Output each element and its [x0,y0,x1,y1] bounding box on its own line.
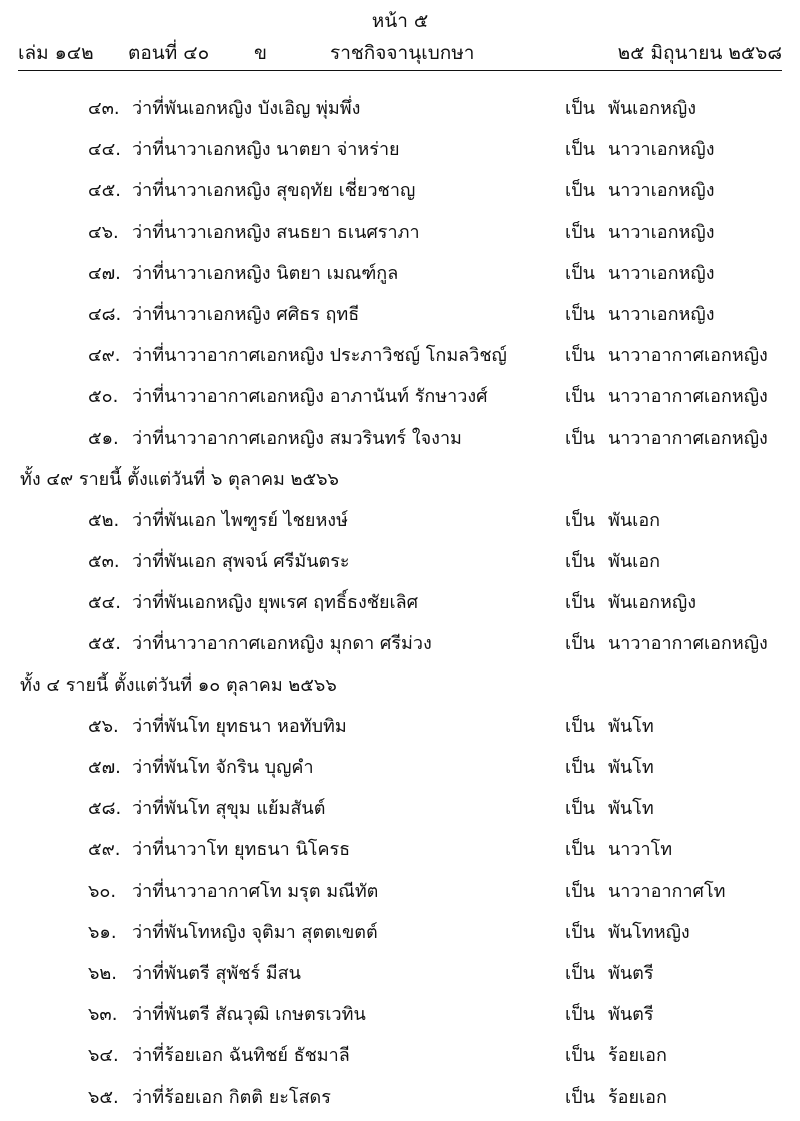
item-name: ว่าที่พันโท สุขุม แย้มสันต์ [132,798,326,820]
list-item [0,294,800,335]
volume-label: เล่ม ๑๔๒ [18,42,94,64]
item-name: ว่าที่พันเอก ไพฑูรย์ ไชยหงษ์ [132,509,348,531]
item-connector: เป็น [565,139,595,161]
page-number: หน้า ๕ [371,10,429,32]
item-connector: เป็น [565,962,595,984]
list-item [0,706,800,747]
item-number: ๖๓. [88,1004,118,1026]
item-name: ว่าที่ร้อยเอก กิตติ ยะโสดร [132,1086,331,1108]
item-number: ๕๔. [88,592,121,614]
item-number: ๕๕. [88,633,121,655]
item-number: ๔๔. [88,139,121,161]
item-name: ว่าที่พันตรี สัณวุฒิ เกษตรเวทิน [132,1004,366,1026]
item-rank: นาวาอากาศเอกหญิง [608,427,768,449]
list-item [0,129,800,170]
item-name: ว่าที่นาวาเอกหญิง สุขฤทัย เชี่ยวชาญ [132,180,416,202]
list-item [0,871,800,912]
item-name: ว่าที่พันโท จักริน บุญคำ [132,757,314,778]
item-number: ๔๕. [88,180,121,202]
item-connector: เป็น [565,798,595,820]
item-number: ๖๔. [88,1045,119,1067]
item-name: ว่าที่นาวาโท ยุทธนา นิโครธ [132,839,351,861]
list-item [0,500,800,541]
item-rank: นาวาอากาศเอกหญิง [608,345,768,367]
list-item [0,541,800,582]
list-item [0,335,800,376]
item-connector: เป็น [565,427,595,449]
item-name: ว่าที่พันเอกหญิง ยุพเรศ ฤทธิ์ธงชัยเลิศ [132,592,419,614]
item-number: ๖๑. [88,921,117,943]
item-rank: พันตรี [608,962,654,984]
list-item [0,376,800,417]
item-connector: เป็น [565,221,595,243]
item-number: ๕๘. [88,798,122,820]
item-connector: เป็น [565,880,595,902]
item-connector: เป็น [565,1004,595,1026]
item-number: ๔๘. [88,303,122,325]
item-rank: พันตรี [608,1004,654,1026]
item-rank: พันเอกหญิง [608,98,697,119]
list-item [0,582,800,623]
item-number: ๔๖. [88,221,119,243]
group-summary-text: ทั้ง ๔๙ รายนี้ ตั้งแต่วันที่ ๖ ตุลาคม ๒๕๖๖ [20,468,339,490]
item-connector: เป็น [565,921,595,943]
item-connector: เป็น [565,715,595,737]
item-rank: นาวาอากาศเอกหญิง [608,386,768,408]
item-connector: เป็น [565,345,595,367]
item-name: ว่าที่นาวาอากาศโท มรุต มณีทัต [132,880,379,902]
item-number: ๕๑. [88,427,119,449]
item-connector: เป็น [565,839,595,861]
item-rank: นาวาเอกหญิง [608,262,715,284]
item-name: ว่าที่พันโทหญิง จุติมา สุตตเขตต์ [132,921,378,943]
item-connector: เป็น [565,1086,595,1108]
item-name: ว่าที่พันโท ยุทธนา หอทับทิม [132,715,347,737]
item-number: ๔๙. [88,345,121,367]
item-connector: เป็น [565,262,595,284]
item-name: ว่าที่นาวาอากาศเอกหญิง ประภาวิชญ์ โกมลวิชญ์ [132,345,507,367]
list-item [0,418,800,459]
item-name: ว่าที่นาวาอากาศเอกหญิง อาภานันท์ รักษาวงศ์ [132,386,488,408]
item-connector: เป็น [565,180,595,202]
publication-title: ราชกิจจานุเบกษา [330,42,475,64]
list-item [0,829,800,870]
item-rank: นาวาเอกหญิง [608,221,715,243]
item-rank: นาวาอากาศเอกหญิง [608,633,768,655]
item-rank: นาวาโท [608,839,673,861]
list-item [0,170,800,211]
item-number: ๔๓. [88,98,120,119]
item-connector: เป็น [565,592,595,614]
item-rank: นาวาเอกหญิง [608,180,715,202]
issue-label: ตอนที่ ๔๐ [128,42,210,64]
item-rank: นาวาเอกหญิง [608,303,715,325]
item-number: ๖๐. [88,880,117,902]
list-item [0,953,800,994]
item-rank: นาวาเอกหญิง [608,139,715,161]
item-connector: เป็น [565,551,595,573]
list-item [0,623,800,664]
list-item [0,253,800,294]
list-item [0,88,800,129]
group-summary-text: ทั้ง ๔ รายนี้ ตั้งแต่วันที่ ๑๐ ตุลาคม ๒๕๖๖ [20,674,337,696]
item-number: ๔๗. [88,262,121,284]
item-name: ว่าที่นาวาเอกหญิง นิตยา เมณฑ์กูล [132,262,399,284]
item-name: ว่าที่นาวาเอกหญิง นาตยา จ่าหร่าย [132,139,400,161]
item-rank: พันโทหญิง [608,921,690,943]
item-connector: เป็น [565,303,595,325]
item-connector: เป็น [565,757,595,778]
item-rank: พันเอก [608,509,661,531]
item-connector: เป็น [565,98,595,119]
item-number: ๕๖. [88,715,119,737]
list-item [0,994,800,1035]
list-item [0,212,800,253]
item-number: ๕๙. [88,839,121,861]
item-number: ๕๗. [88,757,121,778]
list-item [0,912,800,953]
header-divider [18,70,782,71]
item-rank: พันเอกหญิง [608,592,697,614]
item-number: ๖๕. [88,1086,119,1108]
publication-date: ๒๕ มิถุนายน ๒๕๖๘ [617,42,782,64]
item-connector: เป็น [565,633,595,655]
gazette-header [0,40,800,66]
item-rank: นาวาอากาศโท [608,880,726,902]
item-name: ว่าที่พันตรี สุพัชร์ มีสน [132,962,301,984]
list-item [0,747,800,788]
item-rank: พันโท [608,757,654,778]
item-name: ว่าที่นาวาอากาศเอกหญิง มุกดา ศรีม่วง [132,633,432,655]
item-name: ว่าที่นาวาเอกหญิง สนธยา ธเนศราภา [132,221,420,243]
appointment-list [0,88,800,1118]
item-rank: พันโท [608,798,654,820]
item-number: ๖๒. [88,962,118,984]
item-name: ว่าที่พันเอกหญิง บังเอิญ พุ่มพึ่ง [132,98,361,119]
item-number: ๕๒. [88,509,120,531]
item-connector: เป็น [565,509,595,531]
item-number: ๕๐. [88,386,119,408]
section-label: ข [254,42,267,64]
list-item [0,1035,800,1076]
item-rank: ร้อยเอก [608,1086,667,1108]
group-summary [0,665,800,706]
list-item [0,788,800,829]
item-rank: ร้อยเอก [608,1045,667,1067]
item-rank: พันโท [608,715,654,737]
item-number: ๕๓. [88,551,120,573]
item-name: ว่าที่ร้อยเอก ฉันทิชย์ ธัชมาลี [132,1045,350,1067]
item-rank: พันเอก [608,551,661,573]
item-name: ว่าที่พันเอก สุพจน์ ศรีมันตระ [132,551,350,573]
list-item [0,1077,800,1118]
group-summary [0,459,800,500]
item-name: ว่าที่นาวาเอกหญิง ศศิธร ฤทธี [132,303,360,325]
item-connector: เป็น [565,1045,595,1067]
item-connector: เป็น [565,386,595,408]
item-name: ว่าที่นาวาอากาศเอกหญิง สมวรินทร์ ใจงาม [132,427,462,449]
